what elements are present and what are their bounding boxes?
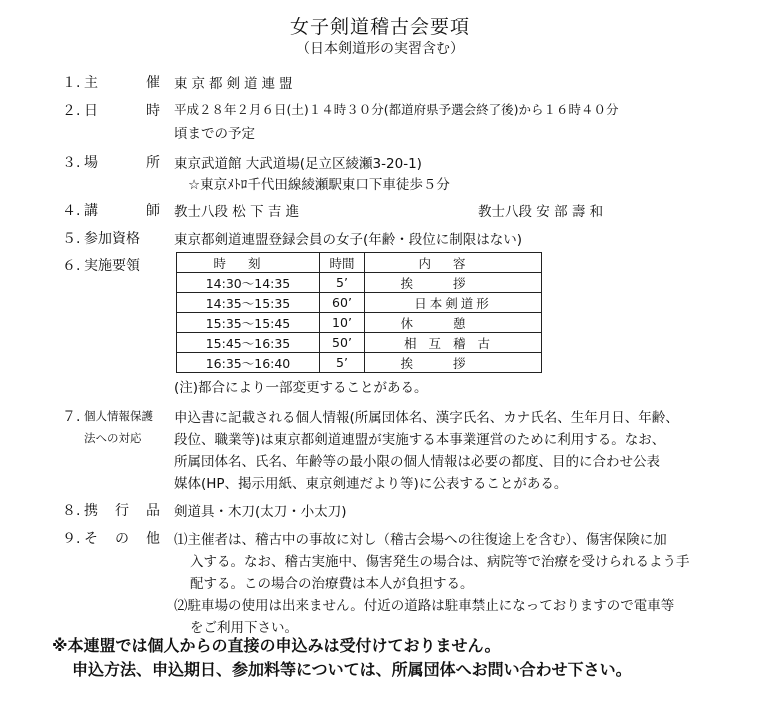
label-char: 行 <box>115 503 129 519</box>
section-3-label <box>84 152 160 172</box>
cell-time: 14:30〜14:35 <box>177 273 320 293</box>
column-header-duration: 時間 <box>320 253 365 273</box>
section-3-number: ３. <box>62 155 81 171</box>
cell-duration: 5’ <box>320 353 365 373</box>
label-char: 時 <box>146 103 160 119</box>
schedule-table <box>176 252 542 373</box>
label-char: 講 <box>84 203 98 219</box>
label-text: 参加資格 <box>84 231 140 247</box>
section-8-number: ８. <box>62 503 81 519</box>
notice-line1: ※本連盟では個人からの直接の申込みは受付けておりません。 <box>52 636 501 655</box>
column-header-time: 時刻 <box>177 253 320 273</box>
section-1-organizer: 東京都剣道連盟 <box>174 76 297 92</box>
section-5-label <box>84 228 160 248</box>
table-row <box>177 333 542 353</box>
section-2-datetime-line1: 平成２８年２月６日(土)１４時３０分(都道府県予選会終了後)から１６時４０分 <box>174 102 619 117</box>
cell-content: 日本剣道形 <box>365 293 542 313</box>
section-2-number: ２. <box>62 103 81 119</box>
section-5-number: ５. <box>62 231 81 247</box>
section-8-items: 剣道具・木刀(太刀・小太刀) <box>174 504 347 520</box>
table-row <box>177 273 542 293</box>
table-row <box>177 353 542 373</box>
label-char: の <box>115 531 129 547</box>
cell-time: 15:45〜16:35 <box>177 333 320 353</box>
label-char: 日 <box>84 103 98 119</box>
column-header-content: 内容 <box>365 253 542 273</box>
cell-duration: 60’ <box>320 293 365 313</box>
section-3-access: ☆東京ﾒﾄﾛ千代田線綾瀬駅東口下車徒歩５分 <box>188 177 450 193</box>
label-char: 所 <box>146 155 160 171</box>
cell-duration: 5’ <box>320 273 365 293</box>
label-char: 師 <box>146 203 160 219</box>
cell-content: 挨拶 <box>365 353 542 373</box>
section-4-label <box>84 200 160 220</box>
section-1-label <box>84 72 160 92</box>
section-7-line3: 所属団体名、氏名、年齢等の最小限の個人情報は必要の都度、目的に合わせ公表 <box>174 454 660 470</box>
instructor-2: 教士八段 安 部 壽 和 <box>478 204 604 220</box>
section-5-eligibility: 東京都剣道連盟登録会員の女子(年齢・段位に制限はない) <box>174 232 523 248</box>
cell-duration: 10’ <box>320 313 365 333</box>
section-2-label <box>84 100 160 120</box>
section-3-venue: 東京武道館 大武道場(足立区綾瀬3-20-1) <box>174 156 422 172</box>
section-7-line4: 媒体(HP、掲示用紙、東京剣連だより等)に公表することがある。 <box>174 476 568 492</box>
document-subtitle: （日本剣道形の実習含む） <box>296 41 464 57</box>
section-8-label <box>84 500 160 520</box>
cell-time: 15:35〜15:45 <box>177 313 320 333</box>
label-char: 場 <box>84 155 98 171</box>
section-9-line1: ⑴主催者は、稽古中の事故に対し（稽古会場への往復途上を含む）、傷害保険に加 <box>174 532 667 548</box>
label-char: 催 <box>146 75 160 91</box>
label-char: 携 <box>84 503 98 519</box>
section-7-line1: 申込書に記載される個人情報(所属団体名、漢字氏名、カナ氏名、生年月日、年齢、 <box>174 410 679 426</box>
section-1-number: １. <box>62 75 81 91</box>
cell-duration: 50’ <box>320 333 365 353</box>
notice-line2: 申込方法、申込期日、参加料等については、所属団体へお問い合わせ下さい。 <box>72 660 632 679</box>
section-9-label <box>84 528 160 548</box>
section-2-datetime-line2: 頃までの予定 <box>174 126 255 142</box>
cell-time: 16:35〜16:40 <box>177 353 320 373</box>
section-9-line2: 入する。なお、稽古実施中、傷害発生の場合は、病院等で治療を受けられるよう手 <box>190 554 690 570</box>
section-9-number: ９. <box>62 531 81 547</box>
table-header-row <box>177 253 542 273</box>
table-row <box>177 313 542 333</box>
cell-content: 挨拶 <box>365 273 542 293</box>
section-9-line4: ⑵駐車場の使用は出来ません。付近の道路は駐車禁止になっておりますので電車等 <box>174 598 675 614</box>
label-char: 品 <box>146 503 160 519</box>
section-6-number: ６. <box>62 258 81 274</box>
cell-content: 相互稽古 <box>365 333 542 353</box>
label-text: 実施要領 <box>84 258 140 274</box>
document-title: 女子剣道稽古会要項 <box>289 16 470 38</box>
section-9-line5: をご利用下さい。 <box>190 620 298 636</box>
instructor-1: 教士八段 松 下 吉 進 <box>174 204 300 220</box>
section-7-number: ７. <box>62 409 81 425</box>
section-4-number: ４. <box>62 203 81 219</box>
table-row <box>177 293 542 313</box>
section-6-label <box>84 255 160 275</box>
schedule-note: (注)都合により一部変更することがある。 <box>174 380 428 396</box>
label-char: そ <box>84 531 98 547</box>
cell-content: 休憩 <box>365 313 542 333</box>
section-7-label-line2: 法への対応 <box>84 431 142 445</box>
cell-time: 14:35〜15:35 <box>177 293 320 313</box>
section-7-label-line1: 個人情報保護 <box>84 409 153 423</box>
label-char: 主 <box>84 75 98 91</box>
section-9-line3: 配する。この場合の治療費は本人が負担する。 <box>190 576 474 592</box>
section-7-line2: 段位、職業等)は東京都剣道連盟が実施する本事業運営のために利用する。なお、 <box>174 432 666 448</box>
label-char: 他 <box>146 531 160 547</box>
